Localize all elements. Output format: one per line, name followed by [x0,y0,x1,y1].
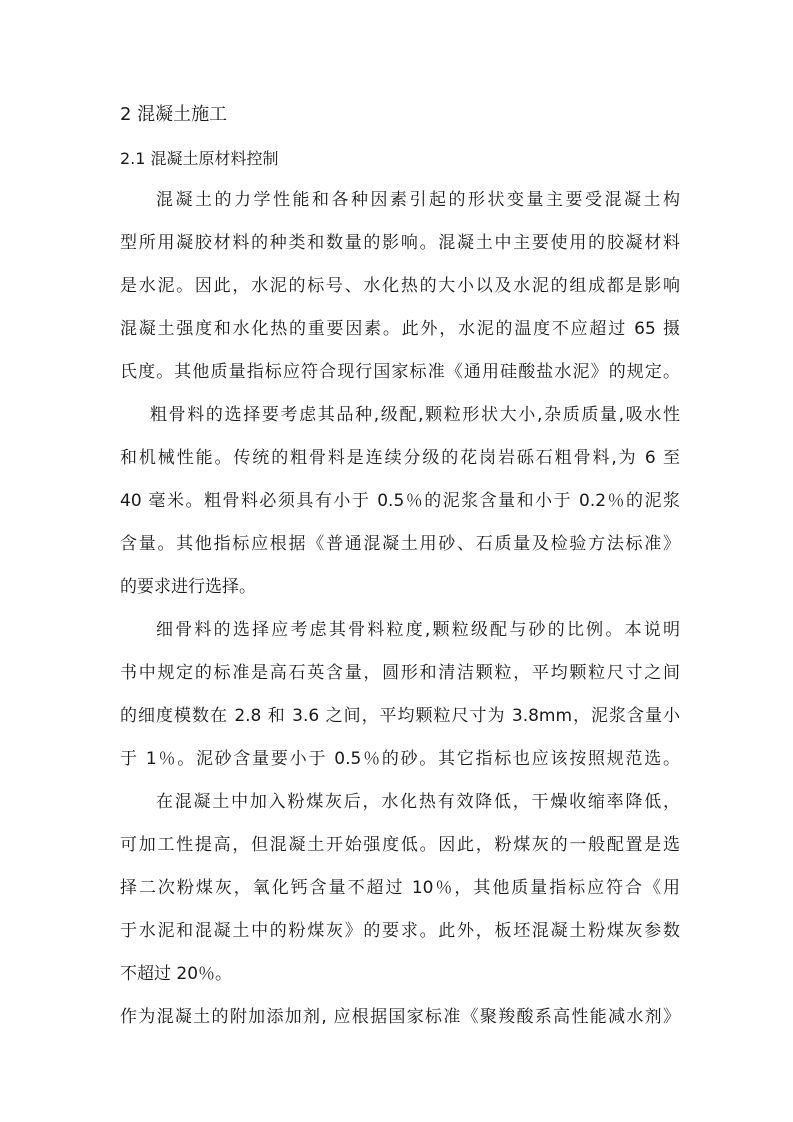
paragraph-line: 书中规定的标准是高石英含量，圆形和清洁颗粒，平均颗粒尺寸之间 [120,663,680,683]
paragraph-line: 不超过 20％。 [120,964,233,984]
subsection-heading: 2.1 混凝土原材料控制 [120,149,279,168]
paragraph-line: 是水泥。因此，水泥的标号、水化热的大小以及水泥的组成都是影响 [120,276,680,296]
paragraph-line: 混凝土的力学性能和各种因素引起的形状变量主要受混凝土构 [156,190,680,210]
section-heading: 2 混凝土施工 [120,104,228,125]
paragraph-line: 粗骨料的选择要考虑其品种,级配,颗粒形状大小,杂质质量,吸水性 [150,405,680,425]
paragraph-line: 氏度。其他质量指标应符合现行国家标准《通用硅酸盐水泥》的规定。 [120,362,680,382]
paragraph-line: 的细度模数在 2.8 和 3.6 之间，平均颗粒尺寸为 3.8mm，泥浆含量小 [120,706,680,726]
paragraph-line: 和机械性能。传统的粗骨料是连续分级的花岗岩砾石粗骨料,为 6 至 [120,448,680,468]
paragraph-line: 作为混凝土的附加添加剂, 应根据国家标准《聚羧酸系高性能减水剂》 [120,1007,680,1027]
paragraph-line: 择二次粉煤灰，氧化钙含量不超过 10％，其他质量指标应符合《用 [120,878,680,898]
paragraph-line: 细骨料的选择应考虑其骨料粒度,颗粒级配与砂的比例。本说明 [156,620,680,640]
paragraph-line: 含量。其他指标应根据《普通混凝土用砂、石质量及检验方法标准》 [120,534,680,554]
paragraph-line: 40 毫米。粗骨料必须具有小于 0.5％的泥浆含量和小于 0.2％的泥浆 [120,491,680,511]
paragraph-line: 于水泥和混凝土中的粉煤灰》的要求。此外，板坯混凝土粉煤灰参数 [120,921,680,941]
paragraph-line: 可加工性提高，但混凝土开始强度低。因此，粉煤灰的一般配置是选 [120,835,680,855]
paragraph-line: 在混凝土中加入粉煤灰后，水化热有效降低，干燥收缩率降低， [156,792,680,812]
paragraph-line: 混凝土强度和水化热的重要因素。此外，水泥的温度不应超过 65 摄 [120,319,680,339]
paragraph-line: 于 1％。泥砂含量要小于 0.5％的砂。其它指标也应该按照规范选。 [120,749,680,769]
paragraph-line: 型所用凝胶材料的种类和数量的影响。混凝土中主要使用的胶凝材料 [120,233,680,253]
paragraph-line: 的要求进行选择。 [120,577,256,597]
